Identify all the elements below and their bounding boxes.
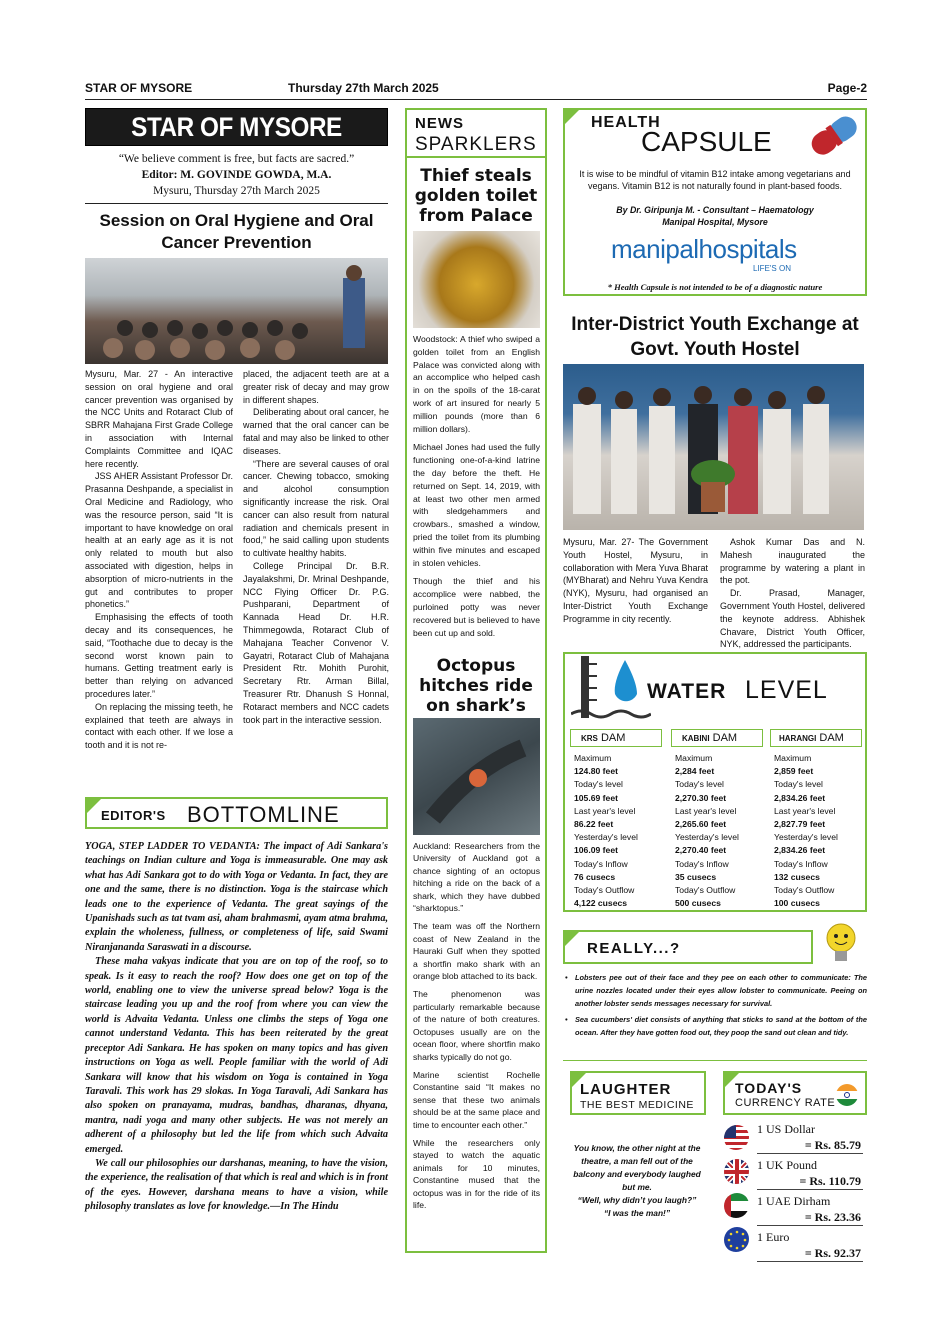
youth-column-2 [720,536,865,651]
masthead-dateline: Mysuru, Thursday 27th March 2025 [153,185,320,197]
health-capsule-box [563,108,867,296]
masthead-banner [85,108,388,146]
uae-flag-icon [723,1192,749,1218]
manipal-logo: manipalhospitals [611,234,797,264]
masthead-motto: “We believe comment is free, but facts are sacred.” [118,153,355,165]
todays-label: TODAY'S [735,1080,803,1096]
currency-unit: 1 US Dollar [757,1122,815,1136]
news-paragraph: While the researchers only stayed to watch the aquatic animals for 10 minutes, Constantine mused that the octopus was in for the ride of its life. [413,1137,540,1210]
dam-label: DAM [712,732,738,744]
manipal-tagline: LIFE'S ON [753,264,791,273]
corner-tab [565,932,579,946]
dam-row-value: 132 cusecs [774,871,820,882]
dam-label: DAM [600,732,626,744]
dam-row-value: 500 cusecs [675,898,721,909]
level-label: LEVEL [745,676,828,704]
dam-row-value: 2,834.26 feet [774,792,826,803]
octopus-shark-photo [413,718,540,835]
dam-row-label: Maximum [774,753,812,763]
dam-row-label: Today's Outflow [774,885,835,896]
really-header [563,930,813,964]
dam-row-value: 2,284 feet [675,766,715,777]
oral-column-1 [85,368,233,752]
oral-paragraph: Mysuru, Mar. 27 - An interactive session on oral hygiene and oral cancer prevention was organised by the NCC Units and Rotaract Club of SBRR Mahajana First Grade College in association with Internal Complaints Committee and IQAC here recently. [85,369,233,469]
currency-value: = Rs. 85.79 [804,1138,861,1152]
oral-paragraph: JSS AHER Assistant Professor Dr. Prasanna Deshpande, a specialist in Oral Medicine and Radiology, who was the resource person, said “It is important to have knowledge on oral health at an early age as it is not only related to mouth but also associated with digestion, helps in absorption of micro-nutrients in the gut and contributes to proper phonetics.” [85,471,233,610]
news-paragraph: Though the thief and his accomplice were nabbed, the purloined potty was never recovered but is believed to have been cut up and sold. [413,576,540,638]
health-text: It is wise to be mindful of vitamin B12 intake among vegetarians and vegans. Vitamin B12 is not naturally found in plant-based foods. [579,169,851,191]
corner-tab [87,799,101,813]
dam-row-value: 2,834.26 feet [774,845,826,856]
byline-hospital: Manipal Hospital, Mysore [662,217,768,227]
divider [757,1261,863,1262]
youth-paragraph: Mysuru, Mar. 27- The Government Youth Hostel, Mysuru, in collaboration with Mera Yuva Bharat (MYBharat) and Nehru Yuva Kendra (NYK), Mysuru, had organised an Inter-District Youth Exchange Programme in city recently. [563,537,708,624]
dam-harangi [770,729,862,910]
header-date: Thursday 27th March 2025 [288,81,439,95]
dam-row-label: Yesterday's level [574,832,638,843]
us-flag-icon [723,1124,749,1150]
news-paragraph: Marine scientist Rochelle Constantine said “It makes no sense that these two animals should be at the same place and time to encounter each other.” [413,1069,540,1130]
oral-headline: Session on Oral Hygiene and Oral Cancer Prevention [99,211,374,252]
dam-short-name: KRS [581,734,598,743]
eu-flag-icon [723,1226,749,1252]
really-text: Sea cucumbers' diet consists of anything that sticks to sand at the bottom of the ocean. After they have gotten food out, they poop the sand out clean and tidy. [575,1015,867,1038]
dam-row-value: 100 cusecs [774,898,820,909]
dam-row-label: Today's level [574,779,623,790]
dam-row-value: 2,270.30 feet [675,792,727,803]
currency-rate-label: CURRENCY RATE [735,1097,836,1109]
oral-column-2 [243,368,389,726]
currency-value: = Rs. 110.79 [799,1174,861,1188]
dam-row-label: Yesterday's level [774,832,838,843]
capsule-label: CAPSULE [641,126,772,157]
dam-row-value: 106.09 feet [574,845,618,856]
bottomline-label: BOTTOMLINE [187,802,340,827]
news-story-2 [413,840,540,1211]
dam-row-value: 2,270.40 feet [675,845,727,856]
masthead-info [85,151,388,199]
dam-row-label: Yesterday's level [675,832,739,843]
masthead-editor: Editor: M. GOVINDE GOWDA, M.A. [141,169,332,181]
dam-row-label: Last year's level [675,805,737,816]
really-list [565,972,867,1040]
joke-line: You know, the other night at the theatre, a man fell out of the balcony and everybody laughed but me. [573,1143,701,1192]
dam-title [770,729,862,747]
really-label: REALLY...? [587,940,681,957]
currency-unit: 1 UAE Dirham [757,1194,831,1208]
dam-row-value: 86.22 feet [574,819,614,830]
dam-row-value: 76 cusecs [574,871,616,882]
news-sparklers-header [405,108,547,158]
currency-list [723,1122,867,1258]
currency-unit: 1 Euro [757,1230,790,1244]
capsule-icon [805,110,865,160]
laughter-header [570,1071,706,1115]
dam-kabini [671,729,763,910]
news-paragraph: Woodstock: A thief who swiped a golden toilet from an English Palace was convicted along with an accomplice who helped cash in on the spoils of the 18-carat work of art insured for nearly 5 million pounds (more than 6 million dollars). [413,334,540,434]
really-text: Lobsters pee out of their face and they pee on each other to communicate: The urine nozzles located under their eyes allow lobster to communicate. Peeing on another lobster sends messages necessary for survival. [575,973,867,1008]
editors-label: EDITOR'S [101,808,166,823]
masthead-title: STAR OF MYSORE [131,112,342,142]
dam-row-label: Maximum [574,753,612,763]
health-note: * Health Capsule is not intended to be of a diagnostic nature [607,282,823,292]
currency-header [723,1071,867,1115]
dam-row-label: Today's Inflow [675,858,729,869]
divider [757,1153,863,1154]
editors-paragraph: We call our philosophies our darshanas, meaning, to have the vision, the experience, the realisation of that which is real and which is in front of the eyes. However, darshana means to have a vision, while philosophy translates as love for knowledge.—In The Hindu [85,1157,388,1213]
news-label: NEWS [415,115,464,132]
dam-row-value: 4,122 cusecs [574,898,628,909]
bullet-icon: • [565,1015,568,1025]
editors-paragraph: These maha vakyas indicate that you are on top of the roof, so to speak. Is it easy to reach the roof? How does one get on top of the world, enabling one to view the universe spread below? Yoga is the staircase leading you up and the roof from where you can view the world is Advaita Vedanta. Unless one climbs the steps of Yoga one cannot understand Vedanta. This has been reiterated by the great preceptor Adi Sankara. He has spoken on many topics and has given instructions on Yoga as well. People familiar with the world of Adi Sankara will know that his wisdom on Yoga is contained in Yoga Taravali. This work has 29 slokas. In Yoga Taravali, Adi Sankara has also spoken on pranayama, mudras, bandhas, dharanas, dhyana, mantra, nadi yoga and many other subjects. He was not merely an adherent of a philosophy but led the life from which such Advaita emerged. [85,956,388,1155]
dam-row-value: 35 cusecs [675,871,717,882]
dam-row-value: 2,265.60 feet [675,819,727,830]
water-drop-icon [571,654,651,726]
laughter-joke [570,1142,704,1220]
dam-title [570,729,662,747]
best-medicine-label: THE BEST MEDICINE [580,1099,694,1111]
dam-row-value: 105.69 feet [574,792,618,803]
editors-bottomline-header [85,797,388,829]
oral-paragraph: On replacing the missing teeth, he explained that teeth are always in contact with each other. If we lose a tooth and it is not re- [85,701,233,751]
news-paragraph: Michael Jones had used the fully functioning one-of-a-kind latrine the day before the theft. He returned on Sept. 14, 2019, with at least two other men armed with sledgehammers and crowbars., smashed a window, pried the toilet from its plumbing within five minutes and escaped in stolen vehicles. [413,442,540,568]
dam-short-name: HARANGI [779,734,817,743]
health-byline [565,204,865,228]
corner-tab [565,110,579,124]
currency-value: = Rs. 92.37 [804,1246,861,1260]
health-label: HEALTH [591,114,661,131]
dam-readings [770,752,862,910]
header-paper-name: STAR OF MYSORE [85,81,193,95]
dam-row-label: Today's Outflow [574,885,635,896]
dam-row-label: Today's Inflow [574,858,628,869]
news-headline-1: Thief steals golden toilet from Palace [414,166,538,226]
page-header [85,78,867,100]
oral-session-photo [85,258,388,364]
dam-krs [570,729,662,910]
youth-paragraph: Ashok Kumar Das and N. Mahesh inaugurated the programme by watering a plant in the pot. [720,537,865,586]
oral-paragraph: “There are several causes of oral cancer. Chewing tobacco, smoking and alcohol consumption significantly increase the risk. Oral cancer can also result from natural radiation and chemicals present in food,” he said calling upon students to cultivate healthy habits. [243,458,389,559]
youth-headline: Inter-District Youth Exchange at Govt. Youth Hostel [571,314,859,360]
joke-line: “I was the man!” [603,1208,671,1218]
dam-row-label: Today's Outflow [675,885,736,896]
news-paragraph: The phenomenon was particularly remarkable because of the nature of both creatures. Octopuses usually are on the ocean floor, where shortfin mako sharks typically do not go. [413,989,540,1062]
dam-row-label: Today's level [774,779,823,790]
currency-row-eur [723,1224,867,1258]
byline-doctor: By Dr. Giripunja M. - Consultant – Haematology [616,205,814,215]
laughter-label: LAUGHTER [580,1081,672,1098]
dam-title [671,729,763,747]
dam-row-label: Last year's level [574,805,636,816]
india-flag-icon [835,1083,859,1107]
currency-row-aed [723,1190,867,1224]
dam-row-value: 2,827.79 feet [774,819,826,830]
divider [85,203,388,204]
divider [563,1060,867,1061]
dam-row-label: Maximum [675,753,713,763]
currency-unit: 1 UK Pound [757,1158,818,1172]
water-label: WATER [647,680,727,703]
bullet-icon: • [565,973,568,982]
currency-row-gbp [723,1156,867,1190]
currency-value: = Rs. 23.36 [804,1210,861,1224]
editors-paragraph: YOGA, STEP LADDER TO VEDANTA: The impact of Adi Sankara's teachings on Indian culture and Yoga is immeasurable. One may ask what has Adi Sankara got to do with Yoga or Vedanta. In fact, they are one and the same, there is no distinction. Yoga is the staircase which leads one to the experience of Vedanta. The great sayings of the Upanishads such as tat tvam asi, aham brahmasmi, ayam atma brahma, explain the wholeness, fullness, or completeness of life, said Swami Niranjananda Saraswati in a discourse. [85,841,388,953]
editors-column [85,840,388,1215]
news-headline-2: Octopus hitches ride on shark’s [419,656,533,716]
youth-exchange-photo [563,364,864,530]
oral-paragraph: Deliberating about oral cancer, he warned that the oral cancer can be fatal and may also be linked to other diseases. [243,407,389,456]
news-paragraph: Auckland: Researchers from the University of Auckland got a chance sighting of an octopus hitching a ride on the back of a shark, which they have dubbed “sharktopus.” [413,841,540,914]
oral-paragraph: Emphasising the effects of tooth decay and its consequences, he said, “Toothache due to decay is the second worst known pain to humans. Getting treatment early is better than relying on advanced procedures later.” [85,612,233,699]
dam-row-value: 124.80 feet [574,766,618,777]
dam-readings [671,752,763,910]
dam-label: DAM [819,732,844,744]
dam-short-name: KABINI [682,734,710,743]
dam-row-label: Today's Inflow [774,858,828,869]
really-item [565,972,867,1010]
golden-toilet-photo [413,231,540,328]
header-page-number: Page-2 [827,81,867,95]
dam-row-label: Last year's level [774,805,836,816]
oral-paragraph: College Principal Dr. B.R. Jayalakshmi, Dr. Mrinal Deshpande, NCC Flying Officer Dr. P.G. Pushparani, Department of Kannada Head Dr. H.R. Thimmegowda, Rotaract Club of Mahajana Teacher Convenor V. Gayatri, Rotaract Club of Mahajana President Rtr. Mohith Purohit, Secretary Rtr. Arman Billal, Treasurer Rtr. Dhanush S Honnal, Rotaract members and NCC cadets took part in the interactive session. [243,560,389,725]
news-story-1 [413,333,540,639]
oral-paragraph: placed, the adjacent teeth are at a greater risk of decay and may grow in different shapes. [243,369,389,405]
dam-readings [570,752,662,910]
currency-row-usd [723,1122,867,1156]
dam-row-value: 2,859 feet [774,766,814,777]
uk-flag-icon [723,1158,749,1184]
lightbulb-icon [820,920,862,966]
joke-line: “Well, why didn’t you laugh?” [577,1195,697,1205]
sparklers-label: SPARKLERS [415,134,537,155]
news-paragraph: The team was off the Northern coast of New Zealand in the Hauraki Gulf when they spotted a shortfin mako shark with an orange blob attached to its back. [413,921,540,982]
youth-paragraph: Dr. Prasad, Manager, Government Youth Hostel, delivered the keynote address. Abhishek Chavare, District Youth Officer, NYK, addressed the participants. [720,588,865,650]
really-item [565,1014,867,1040]
dam-row-label: Today's level [675,779,724,790]
youth-column-1 [563,536,708,626]
